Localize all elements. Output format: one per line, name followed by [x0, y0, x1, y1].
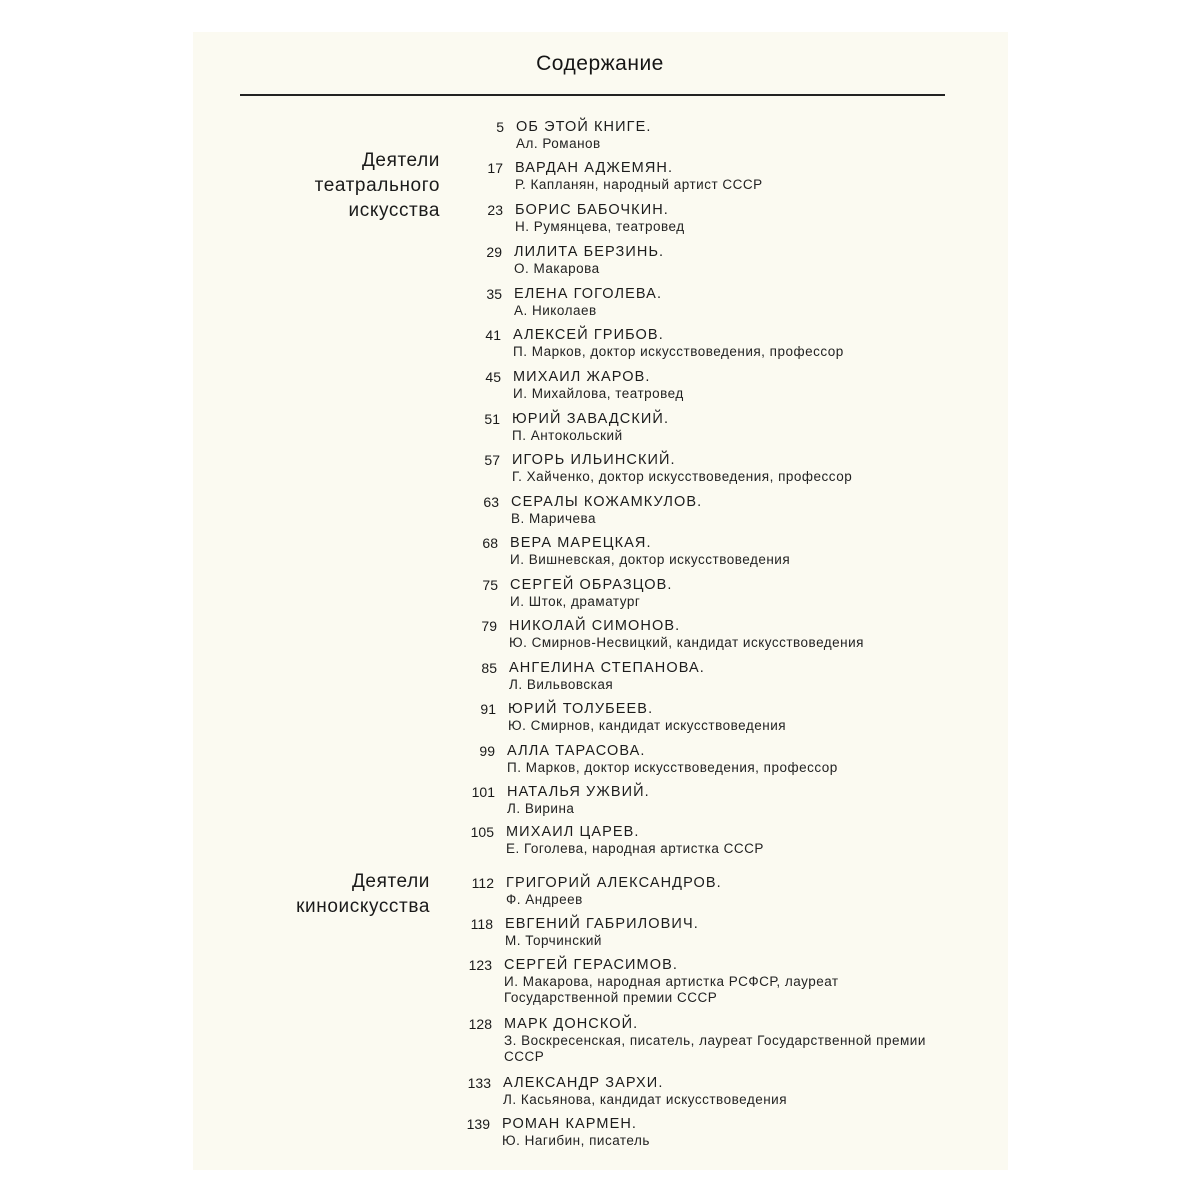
page-number: 118	[470, 916, 493, 932]
article-author: П. Марков, доктор искусствоведения, профессор	[507, 760, 838, 775]
entry-text	[506, 823, 946, 857]
entry-text	[512, 451, 952, 485]
person-name: ГРИГОРИЙ АЛЕКСАНДРОВ.	[506, 875, 722, 891]
article-author: А. Николаев	[514, 303, 597, 318]
entry-text	[511, 493, 951, 527]
page-number: 85	[481, 660, 497, 676]
article-author: П. Марков, доктор искусствоведения, профессор	[513, 344, 844, 359]
page-number: 123	[468, 957, 492, 973]
page-number: 5	[496, 119, 504, 135]
page-number: 75	[482, 577, 498, 593]
article-author: Л. Касьянова, кандидат искусствоведения	[503, 1092, 788, 1107]
section-heading-theatre	[315, 148, 440, 223]
entry-text	[514, 285, 954, 319]
article-author: Н. Румянцева, театровед	[515, 219, 685, 234]
page-number: 23	[487, 202, 503, 218]
person-name: АЛЕКСЕЙ ГРИБОВ.	[513, 327, 664, 343]
person-name: БОРИС БАБОЧКИН.	[515, 202, 669, 218]
person-name: ЕЛЕНА ГОГОЛЕВА.	[514, 286, 663, 302]
entry-text	[507, 783, 947, 817]
page-number: 17	[487, 160, 503, 176]
entry-text	[508, 700, 948, 734]
article-author: М. Торчинский	[505, 933, 602, 948]
page-number: 45	[485, 369, 501, 385]
person-name: СЕРАЛЫ КОЖАМКУЛОВ.	[511, 494, 703, 510]
entry-text	[510, 576, 950, 610]
page-number: 128	[468, 1016, 492, 1032]
page-number: 101	[471, 784, 495, 800]
article-author: Г. Хайченко, доктор искусствоведения, профессор	[512, 469, 853, 484]
article-author: Ю. Смирнов, кандидат искусствоведения	[508, 718, 787, 733]
article-author: И. Вишневская, доктор искусствоведения	[510, 552, 791, 567]
person-name: НАТАЛЬЯ УЖВИЙ.	[507, 784, 650, 800]
entry-text	[509, 617, 949, 651]
person-name: АЛЕКСАНДР ЗАРХИ.	[503, 1075, 664, 1091]
person-name: ЛИЛИТА БЕРЗИНЬ.	[514, 244, 665, 260]
article-author: П. Антокольский	[512, 428, 623, 443]
person-name: МИХАИЛ ЦАРЕВ.	[506, 824, 640, 840]
section-heading-line: искусства	[348, 200, 440, 221]
article-author: Л. Вильвовская	[509, 677, 614, 692]
person-name: ОБ ЭТОЙ КНИГЕ.	[516, 119, 652, 135]
person-name: ЮРИЙ ТОЛУБЕЕВ.	[508, 701, 654, 717]
page-number: 51	[484, 411, 500, 427]
entry-text	[509, 659, 949, 693]
entry-text	[504, 956, 934, 1006]
article-author: В. Маричева	[511, 511, 597, 526]
person-name: АНГЕЛИНА СТЕПАНОВА.	[509, 660, 705, 676]
person-name: ВАРДАН АДЖЕМЯН.	[515, 160, 674, 176]
section-heading-cinema	[296, 869, 430, 919]
article-author: Ю. Смирнов-Несвицкий, кандидат искусствоведения	[509, 635, 864, 650]
page-number: 35	[486, 286, 502, 302]
article-author: Ф. Андреев	[506, 892, 583, 907]
article-author: Е. Гоголева, народная артистка СССР	[506, 841, 764, 856]
person-name: СЕРГЕЙ ОБРАЗЦОВ.	[510, 577, 673, 593]
page-number: 139	[466, 1116, 490, 1132]
title-divider	[240, 94, 945, 96]
person-name: МИХАИЛ ЖАРОВ.	[513, 369, 651, 385]
page-number: 79	[481, 618, 497, 634]
page-number: 41	[485, 327, 501, 343]
article-author: З. Воскресенская, писатель, лауреат Государственной премии СССР	[504, 1033, 926, 1064]
page-number: 68	[482, 535, 498, 551]
section-heading-line: Деятели	[361, 150, 440, 171]
article-author: Л. Вирина	[507, 801, 575, 816]
page-number: 133	[467, 1075, 491, 1091]
entry-text	[515, 201, 955, 235]
person-name: НИКОЛАЙ СИМОНОВ.	[509, 618, 681, 634]
entry-text	[506, 874, 946, 908]
person-name: РОМАН КАРМЕН.	[502, 1116, 638, 1132]
person-name: ЕВГЕНИЙ ГАБРИЛОВИЧ.	[505, 916, 699, 932]
section-heading-line: театрального	[314, 175, 440, 196]
entry-text	[513, 326, 953, 360]
page-number: 112	[471, 875, 494, 891]
person-name: МАРК ДОНСКОЙ.	[504, 1016, 639, 1032]
entry-text	[513, 368, 953, 402]
entry-text	[514, 243, 954, 277]
entry-text	[502, 1115, 942, 1149]
page-number: 29	[486, 244, 502, 260]
page-number: 91	[480, 701, 496, 717]
person-name: ИГОРЬ ИЛЬИНСКИЙ.	[512, 452, 676, 468]
page-title: Содержание	[536, 52, 664, 75]
article-author: И. Шток, драматург	[510, 594, 641, 609]
entry-text	[512, 410, 952, 444]
page-number: 63	[483, 494, 499, 510]
article-author: Ю. Нагибин, писатель	[502, 1133, 650, 1148]
page-number: 105	[470, 824, 494, 840]
entry-text	[504, 1015, 934, 1065]
person-name: АЛЛА ТАРАСОВА.	[507, 743, 646, 759]
page-number: 99	[479, 743, 495, 759]
entry-text	[507, 742, 947, 776]
article-author: И. Макарова, народная артистка РСФСР, лауреат Государственной премии СССР	[504, 974, 839, 1005]
entry-text	[510, 534, 950, 568]
entry-text	[516, 118, 956, 152]
entry-text	[503, 1074, 943, 1108]
page-number: 57	[484, 452, 500, 468]
section-heading-line: киноискусства	[296, 896, 430, 917]
article-author: Р. Капланян, народный артист СССР	[515, 177, 763, 192]
entry-text	[505, 915, 945, 949]
person-name: ЮРИЙ ЗАВАДСКИЙ.	[512, 411, 670, 427]
article-author: О. Макарова	[514, 261, 600, 276]
section-heading-line: Деятели	[351, 871, 430, 892]
person-name: ВЕРА МАРЕЦКАЯ.	[510, 535, 652, 551]
person-name: СЕРГЕЙ ГЕРАСИМОВ.	[504, 957, 679, 973]
entry-text	[515, 159, 955, 193]
article-author: Ал. Романов	[516, 136, 601, 151]
article-author: И. Михайлова, театровед	[513, 386, 684, 401]
